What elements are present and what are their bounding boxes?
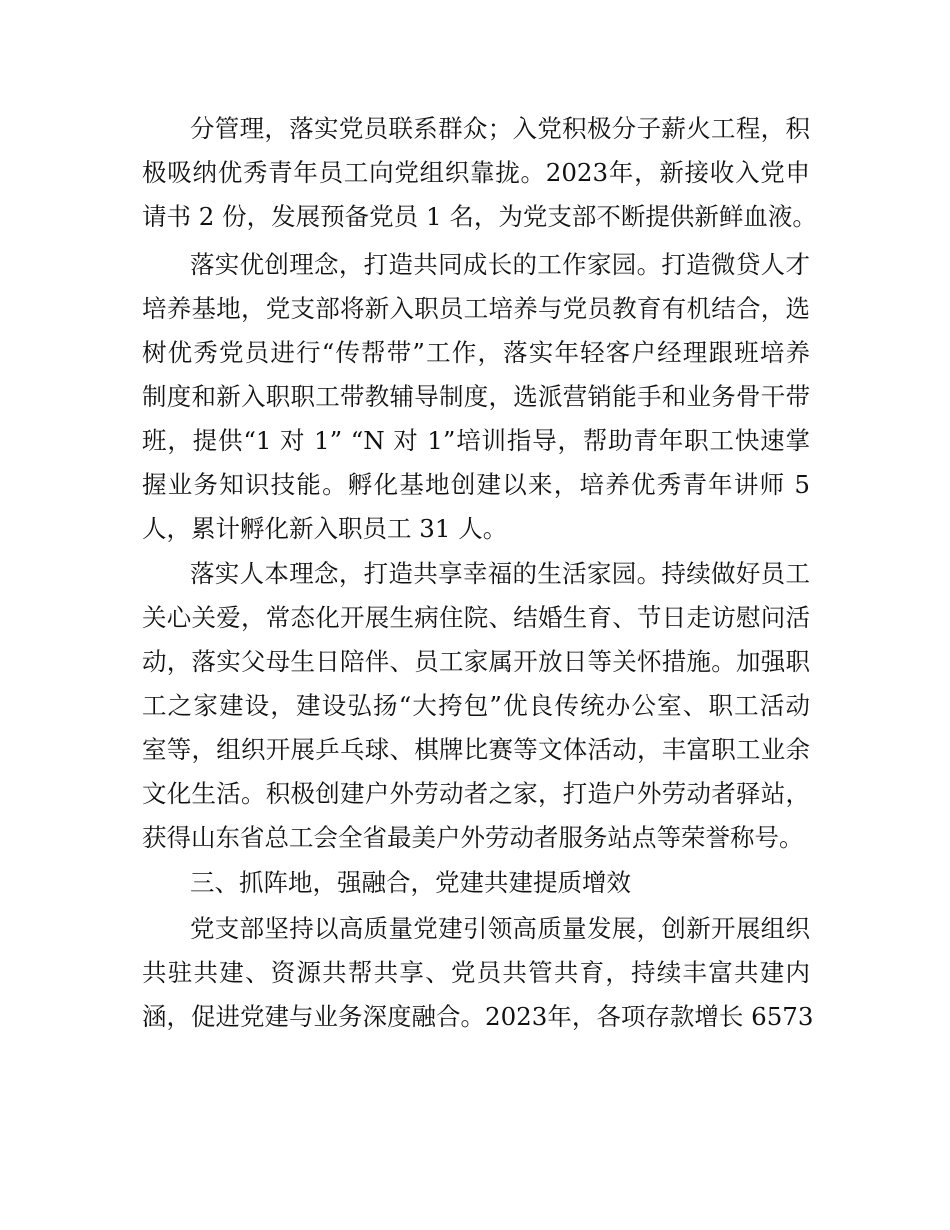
paragraph-3-line-7: 获得山东省总工会全省最美户外劳动者服务站点等荣誉称号。 [142, 823, 804, 852]
paragraph-5-line-2: 共驻共建、资源共帮共享、党员共管共育，持续丰富共建内 [142, 958, 810, 987]
paragraph-5-line-3: 涵，促进党建与业务深度融合。2023年，各项存款增长 6573 [142, 1002, 814, 1031]
paragraph-3-line-6: 文化生活。积极创建户外劳动者之家，打造户外劳动者驿站， [142, 779, 810, 808]
paragraph-2-line-3: 树优秀党员进行“传帮带”工作，落实年轻客户经理跟班培养 [142, 338, 810, 367]
paragraph-1-line-2: 极吸纳优秀青年员工向党组织靠拢。2023年，新接收入党申 [142, 158, 810, 187]
paragraph-5-line-1: 党支部坚持以高质量党建引领高质量发展，创新开展组织 [190, 914, 810, 943]
paragraph-2-line-7: 人，累计孵化新入职员工 31 人。 [142, 514, 508, 543]
paragraph-3-line-3: 动，落实父母生日陪伴、员工家属开放日等关怀措施。加强职 [142, 647, 810, 676]
section-heading-3: 三、抓阵地，强融合，党建共建提质增效 [190, 868, 631, 897]
paragraph-2-line-6: 握业务知识技能。孵化基地创建以来，培养优秀青年讲师 5 [142, 470, 810, 499]
paragraph-2-line-1: 落实优创理念，打造共同成长的工作家园。打造微贷人才 [190, 250, 810, 279]
paragraph-3-line-5: 室等，组织开展乒乓球、棋牌比赛等文体活动，丰富职工业余 [142, 735, 810, 764]
paragraph-2-line-2: 培养基地，党支部将新入职员工培养与党员教育有机结合，选 [142, 294, 810, 323]
paragraph-3-line-1: 落实人本理念，打造共享幸福的生活家园。持续做好员工 [190, 559, 810, 588]
paragraph-3-line-4: 工之家建设，建设弘扬“大挎包”优良传统办公室、职工活动 [142, 691, 810, 720]
paragraph-3-line-2: 关心关爱，常态化开展生病住院、结婚生育、节日走访慰问活 [142, 603, 810, 632]
paragraph-2-line-4: 制度和新入职职工带教辅导制度，选派营销能手和业务骨干带 [142, 382, 810, 411]
paragraph-1-line-3: 请书 2 份，发展预备党员 1 名，为党支部不断提供新鲜血液。 [142, 202, 817, 231]
paragraph-2-line-5: 班，提供“1 对 1” “N 对 1”培训指导，帮助青年职工快速掌 [142, 426, 810, 455]
paragraph-1-line-1: 分管理，落实党员联系群众；入党积极分子薪火工程，积 [190, 114, 810, 143]
